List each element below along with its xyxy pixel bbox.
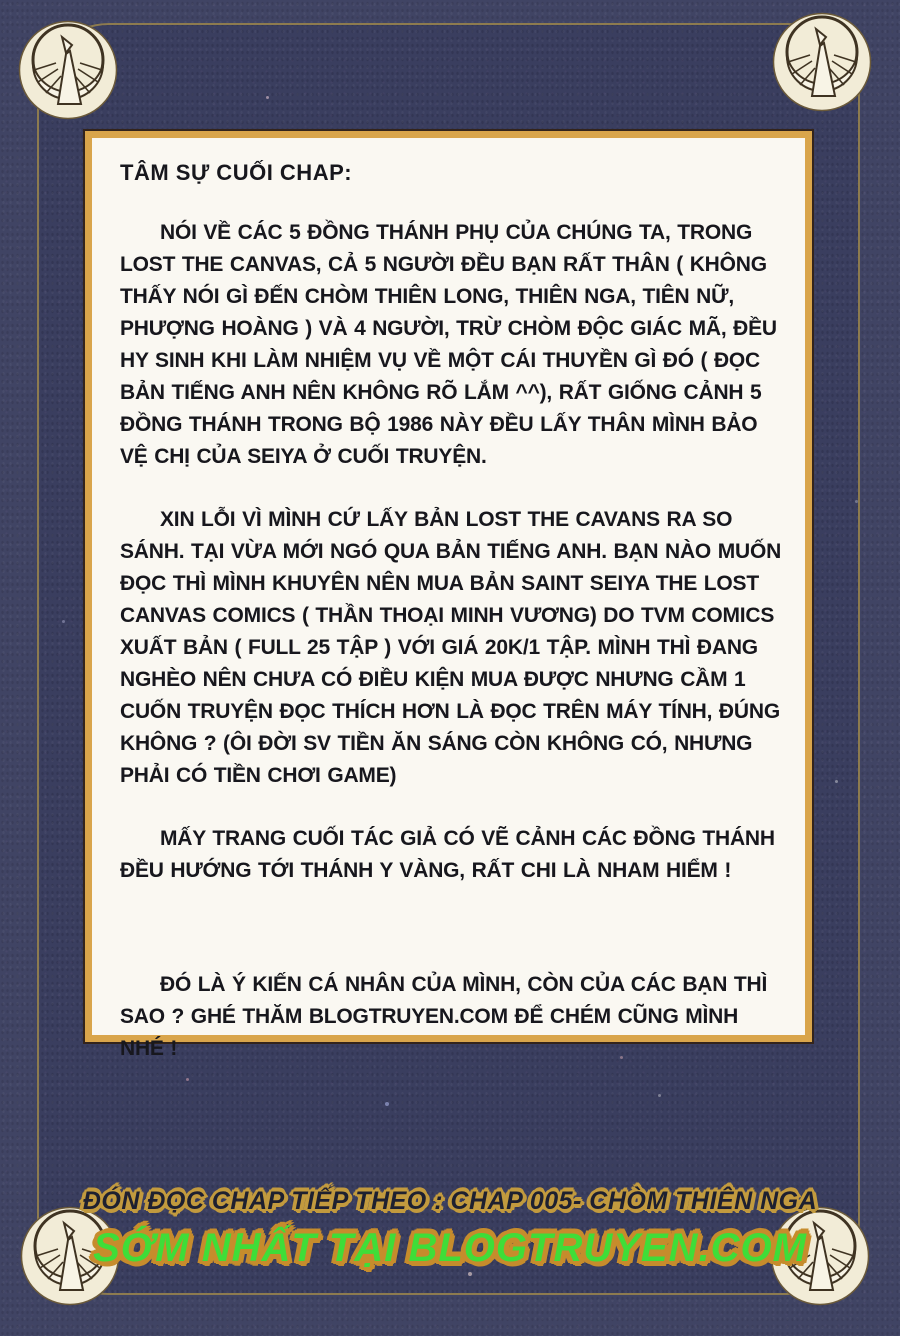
note-paragraph-1: NÓI VỀ CÁC 5 ĐỒNG THÁNH PHỤ CỦA CHÚNG TA, TRONG LOST THE CANVAS, CẢ 5 NGƯỜI ĐỀU BẠN RẤT THÂN ( KHÔNG THẤY NÓI GÌ ĐẾN CHÒM THIÊN LONG, THIÊN NGA, TIÊN NỮ, PHƯỢNG HOÀNG ) VÀ 4 NGƯỜI, TRỪ CHÒM ĐỘC GIÁC MÃ, ĐỀU HY SINH KHI LÀM NHIỆM VỤ VỀ MỘT CÁI THUYỀN GÌ ĐÓ ( ĐỌC BẢN TIẾNG ANH NÊN KHÔNG RÕ LẮM ^^), RẤT GIỐNG CẢNH 5 ĐỒNG THÁNH TRONG BỘ 1986 NÀY ĐỀU LẤY THÂN MÌNH BẢO VỆ CHỊ CỦA SEIYA Ở CUỐI TRUYỆN. xyxy=(120,221,777,468)
star-dot xyxy=(658,1094,661,1097)
star-dot xyxy=(62,620,65,623)
phoenix-crest-icon xyxy=(18,20,118,120)
note-paragraph-4: ĐÓ LÀ Ý KIẾN CÁ NHÂN CỦA MÌNH, CÒN CỦA CÁC BẠN THÌ SAO ? GHÉ THĂM BLOGTRUYEN.COM ĐỂ CHÉM CŨNG MÌNH NHÉ ! xyxy=(120,973,768,1060)
star-dot xyxy=(186,1078,189,1081)
star-dot xyxy=(266,96,269,99)
star-dot xyxy=(385,1102,389,1106)
note-paragraph-2: XIN LỖI VÌ MÌNH CỨ LẤY BẢN LOST THE CAVANS RA SO SÁNH. TẠI VỪA MỚI NGÓ QUA BẢN TIẾNG ANH. BẠN NÀO MUỐN ĐỌC THÌ MÌNH KHUYÊN NÊN MUA BẢN SAINT SEIYA THE LOST CANVAS COMICS ( THẦN THOẠI MINH VƯƠNG) DO TVM COMICS XUẤT BẢN ( FULL 25 TẬP ) VỚI GIÁ 20K/1 TẬP. MÌNH THÌ ĐANG NGHÈO NÊN CHƯA CÓ ĐIỀU KIỆN MUA ĐƯỢC NHƯNG CẦM 1 CUỐN TRUYỆN ĐỌC THÍCH HƠN LÀ ĐỌC TRÊN MÁY TÍNH, ĐÚNG KHÔNG ? (ÔI ĐỜI SV TIỀN ĂN SÁNG CÒN KHÔNG CÓ, NHƯNG PHẢI CÓ TIỀN CHƠI GAME) xyxy=(120,508,782,787)
note-title: TÂM SỰ CUỐI CHAP: xyxy=(120,160,353,185)
translator-note-box xyxy=(85,131,812,1060)
next-chapter-announcement: ĐÓN ĐỌC CHAP TIẾP THEO : CHAP 005- CHÒM THIÊN NGA xyxy=(82,1187,818,1215)
star-dot xyxy=(835,780,838,783)
note-paragraph-3: MẤY TRANG CUỐI TÁC GIẢ CÓ VẼ CẢNH CÁC ĐỒNG THÁNH ĐỀU HƯỚNG TỚI THÁNH Y VÀNG, RẤT CHI LÀ NHAM HIỂM ! xyxy=(120,827,775,882)
phoenix-crest-icon xyxy=(772,12,872,112)
source-site-text: SỚM NHẤT TẠI BLOGTRUYEN.COM xyxy=(93,1226,807,1270)
star-dot xyxy=(468,1272,472,1276)
star-dot xyxy=(855,500,858,503)
